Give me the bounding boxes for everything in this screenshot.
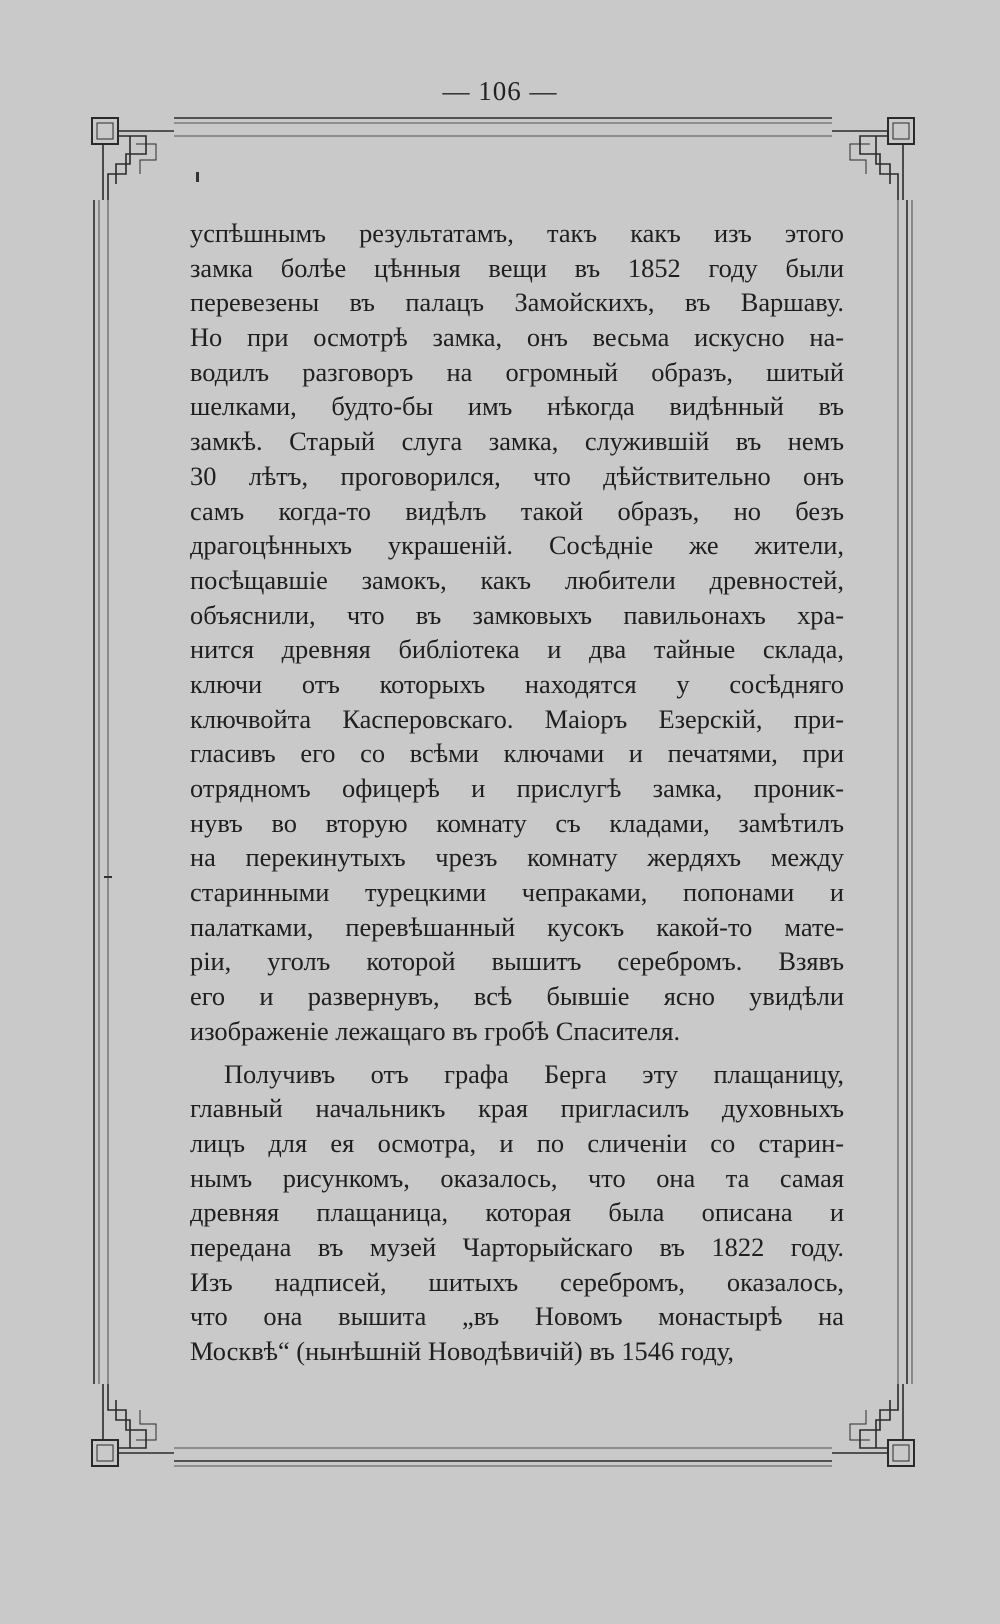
text-line: старинными турецкими чепраками, попонами и [190,877,844,908]
text-line: лицъ для ея осмотра, и по сличеніи со старин- [190,1127,844,1158]
text-line: его и развернувъ, всѣ бывшіе ясно увидѣли [190,981,844,1012]
text-line: Получивъ отъ графа Берга эту плащаницу, [224,1058,844,1089]
text-line: 30 лѣтъ, проговорился, что дѣйствительно онъ [190,460,844,491]
text-line: перевезены въ палацъ Замойскихъ, въ Варшаву. [190,287,844,318]
text-line: Изъ надписей, шитыхъ серебромъ, оказалось, [190,1266,844,1297]
paragraph [190,1057,844,1369]
text-line: объяснили, что въ замковыхъ павильонахъ хра- [190,599,844,630]
text-line: успѣшнымъ результатамъ, такъ какъ изъ этого [190,218,844,248]
text-line: Москвѣ“ (нынѣшній Новодѣвичій) въ 1546 году, [190,1336,734,1366]
text-line: нымъ рисункомъ, оказалось, что она та самая [190,1162,844,1193]
text-line: драгоцѣнныхъ украшеній. Сосѣдніе же жители, [190,530,844,561]
text-line: нится древняя библіотека и два тайные склада, [190,634,844,665]
text-line: ключвойта Касперовскаго. Маіоръ Езерскій, при- [190,703,844,734]
text-line: древняя плащаница, которая была описана и [190,1197,844,1228]
text-line: главный начальникъ края пригласилъ духовныхъ [190,1093,844,1124]
text-line: замкѣ. Старый слуга замка, служившій въ немъ [190,426,844,457]
body-text [190,216,844,1369]
page-number: — 106 — [442,76,558,106]
text-line: передана въ музей Чарторыйскаго въ 1822 году. [190,1231,844,1262]
text-line: на перекинутыхъ чрезъ комнату жердяхъ между [190,842,844,873]
text-line: что она вышита „въ Новомъ монастырѣ на [190,1301,844,1332]
text-line: ключи отъ которыхъ находятся у сосѣдняго [190,668,844,699]
paragraph [190,216,844,1049]
text-line: Но при осмотрѣ замка, онъ весьма искусно на- [190,322,844,353]
text-line: шелками, будто-бы имъ нѣкогда видѣнный въ [190,391,844,422]
margin-mark [104,876,112,878]
text-line: палатками, перевѣшанный кусокъ какой-то мате- [190,911,844,942]
text-line: ріи, уголъ которой вышитъ серебромъ. Взявъ [190,946,844,977]
text-line: самъ когда-то видѣлъ такой образъ, но безъ [190,495,844,526]
text-line: посѣщавшіе замокъ, какъ любители древностей, [190,564,844,595]
text-line: замка болѣе цѣнныя вещи въ 1852 году были [190,252,844,283]
margin-mark [196,172,199,182]
text-line: нувъ во вторую комнату съ кладами, замѣтилъ [190,807,844,838]
text-line: гласивъ его со всѣми ключами и печатями, при [190,738,844,769]
text-line: изображеніе лежащаго въ гробѣ Спасителя. [190,1015,681,1046]
text-line: отрядномъ офицерѣ и прислугѣ замка, проник- [190,773,844,803]
text-line: водилъ разговоръ на огромный образъ, шитый [190,356,844,387]
